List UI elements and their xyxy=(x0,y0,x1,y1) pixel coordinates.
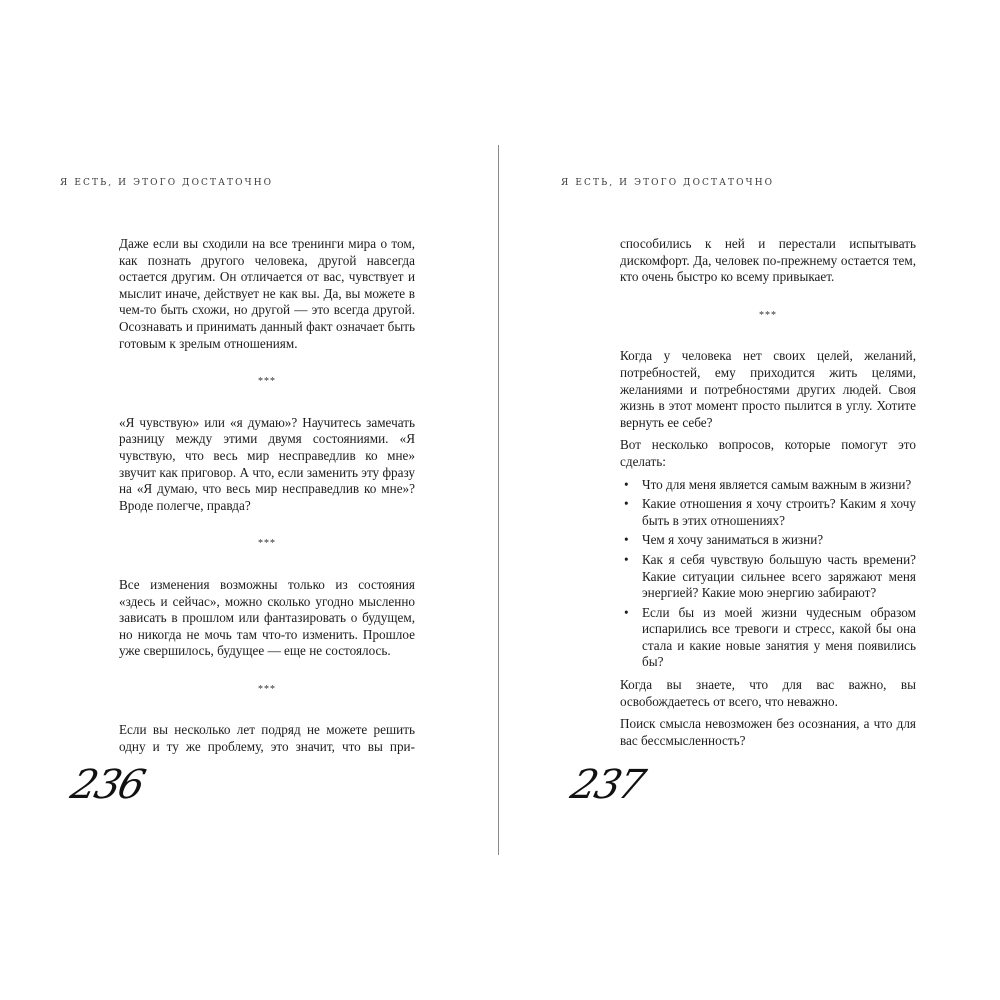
bullet-icon: • xyxy=(624,532,629,548)
body-text xyxy=(620,236,916,755)
right-page xyxy=(500,0,999,1000)
paragraph: Когда вы знаете, что для вас важно, вы освобождаетесь от всего, что неважно. xyxy=(620,677,916,709)
page-number: 236 xyxy=(66,762,149,808)
section-break: *** xyxy=(258,376,276,388)
paragraph: способились к ней и перестали испытывать дискомфорт. Да, человек по-прежнему остается тем, кто очень быстро ко всему привыкает. xyxy=(620,236,916,285)
paragraph: Поиск смысла невозможен без осознания, а что для вас бессмысленность? xyxy=(620,716,916,748)
list-item-text: Что для меня является самым важным в жизни? xyxy=(642,476,912,492)
paragraph: «Я чувствую» или «я думаю»? Научитесь замечать разницу между этими двумя состояниями. «Я чувствую, что весь мир несправедлив ко мне» звучит как приговор. А что, если заменить эту фразу на «Я думаю, что весь мир несправедлив ко мне»? Вроде полегче, правда? xyxy=(119,414,415,513)
list-item xyxy=(620,496,916,529)
paragraph: Даже если вы сходили на все тренинги мира о том, как познать другого человека, другой навсегда остается другим. Он отличается от вас, чувствует и мыслит иначе, действует не как вы. Да, вы можете в чем-то быть схожи, но другой — это всегда другой. Осознавать и принимать данный факт означает быть готовым к зрелым отношениям. xyxy=(119,236,415,351)
bullet-icon: • xyxy=(624,604,629,620)
paragraph: Если вы несколько лет подряд не можете решить одну и ту же проблему, это значит, что вы при- xyxy=(119,722,415,755)
running-head: Я ЕСТЬ, И ЭТОГО ДОСТАТОЧНО xyxy=(561,178,775,188)
bullet-icon: • xyxy=(624,476,629,492)
list-item xyxy=(620,552,916,602)
page-number: 237 xyxy=(566,762,649,808)
list-item-text: Как я себя чувствую большую часть времени? Какие ситуации сильнее всего заряжают меня энергией? Какие мою энергию забирают? xyxy=(642,551,916,601)
list-item xyxy=(620,477,916,494)
question-list xyxy=(620,477,916,672)
bullet-icon: • xyxy=(624,551,629,567)
paragraph: Когда у человека нет своих целей, желаний, потребностей, ему приходится жить целями, желаниями и потребностями других людей. Своя жизнь в этот момент просто пылится в углу. Хотите вернуть ее себе? xyxy=(620,348,916,430)
list-item xyxy=(620,605,916,671)
list-item xyxy=(620,532,916,549)
paragraph: Все изменения возможны только из состояния «здесь и сейчас», можно сколько угодно мысленно зависать в прошлом или фантазировать о будущем, но никогда не мочь там что-то изменить. Прошлое уже свершилось, будущее — еще не состоялось. xyxy=(119,576,415,659)
bullet-icon: • xyxy=(624,496,629,512)
section-break: *** xyxy=(258,683,276,695)
running-head: Я ЕСТЬ, И ЭТОГО ДОСТАТОЧНО xyxy=(60,178,274,188)
body-text xyxy=(119,236,415,762)
paragraph: Вот несколько вопросов, которые помогут это сделать: xyxy=(620,437,916,469)
section-break: *** xyxy=(258,538,276,550)
list-item-text: Чем я хочу заниматься в жизни? xyxy=(642,532,824,548)
left-page xyxy=(0,0,499,1000)
list-item-text: Какие отношения я хочу строить? Каким я хочу быть в этих отношениях? xyxy=(642,496,916,528)
list-item-text: Если бы из моей жизни чудесным образом испарились все тревоги и стресс, какой бы она стала и какие новые занятия у меня появились бы? xyxy=(642,604,916,670)
section-break: *** xyxy=(759,309,777,321)
